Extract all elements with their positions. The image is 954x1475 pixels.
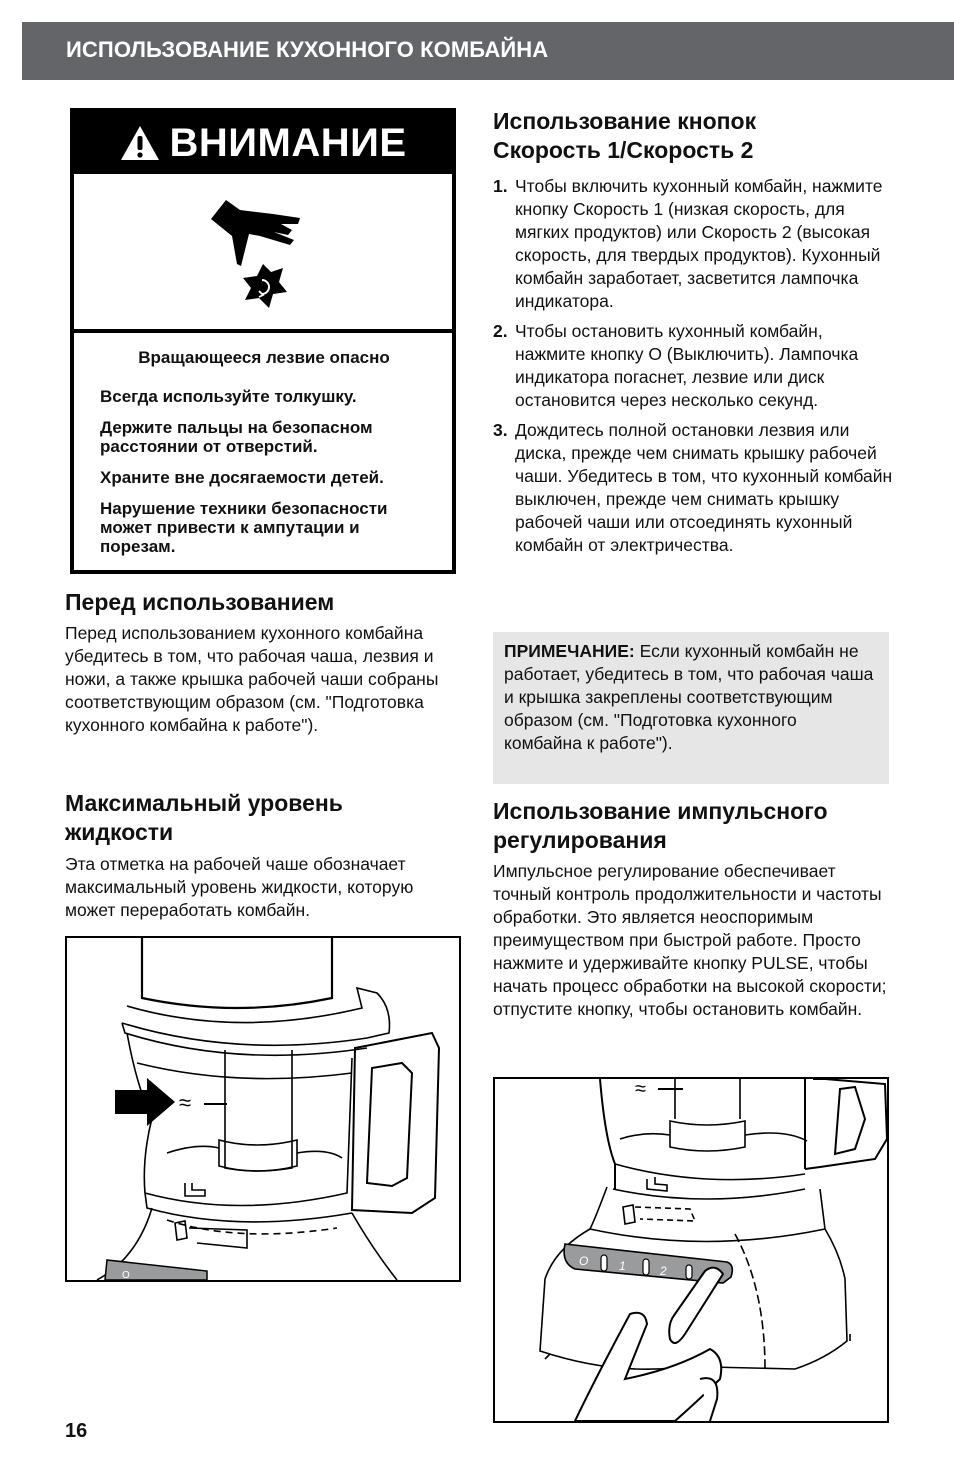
max-liquid-text: Эта отметка на рабочей чаше обозначает максимальный уровень жидкости, которую может переработать комбайн. <box>65 854 414 920</box>
step-text: Чтобы остановить кухонный комбайн, нажмите кнопку O (Выключить). Лампочка индикатора погаснет, лезвие или диск остановится через несколько секунд. <box>515 321 859 410</box>
warning-item: Нарушение техники безопасности может привести к ампутации и порезам. <box>100 499 388 556</box>
food-processor-pulse-drawing <box>495 1079 887 1421</box>
button-off-label: O <box>579 1254 589 1268</box>
note-label: ПРИМЕЧАНИЕ: <box>504 641 635 661</box>
arrow-right-icon <box>115 1078 175 1126</box>
warning-pictogram <box>74 174 452 330</box>
warning-box <box>70 108 456 574</box>
warning-title: ВНИМАНИЕ <box>169 120 407 165</box>
before-use-heading: Перед использованием <box>65 589 335 615</box>
warning-item: Всегда используйте толкушку. <box>100 387 357 406</box>
warning-item: Храните вне досягаемости детей. <box>100 468 384 487</box>
step-number: 2. <box>493 321 508 341</box>
step-text: Дождитесь полной остановки лезвия или диска, прежде чем снимать крышку рабочей чаши. Убедитесь в том, что кухонный комбайн выключен, прежде чем снимать крышку рабочей чаши или отсоединять кухонный комбайн от электричества. <box>515 420 893 555</box>
step-number: 1. <box>493 176 508 196</box>
step-number: 3. <box>493 420 508 440</box>
step-item <box>493 419 893 557</box>
pulse-text: Импульсное регулирование обеспечивает точный контроль продолжительности и частоты обработки. Это является неоспоримым преимуществом при быстрой работе. Просто нажмите и удерживайте кнопку PULSE, чтобы начать процесс обработки на высокой скорости; отпустите кнопку, чтобы остановить комбайн. <box>493 861 887 1019</box>
max-liquid-heading: Максимальный уровень жидкости <box>65 790 343 845</box>
svg-text:≈: ≈ <box>635 1079 646 1100</box>
warning-text <box>100 348 440 568</box>
warning-divider <box>74 329 452 333</box>
step-text: Чтобы включить кухонный комбайн, нажмите кнопку Скорость 1 (низкая скорость, для мягких продуктов) или Скорость 2 (высокая скорость, для твердых продуктов). Кухонный комбайн заработает, засветится лампочка индикатора. <box>515 176 883 311</box>
step-item <box>493 320 893 412</box>
warning-triangle-icon <box>119 124 161 162</box>
max-liquid-illustration <box>65 936 461 1282</box>
note-text: Если кухонный комбайн не работает, убедитесь в том, что рабочая чаша и крышка закреплены соответствующим образом (см. "Подготовка кухонного комбайна к работе"). <box>504 641 874 753</box>
button-speed1-label: 1 <box>619 1259 626 1273</box>
before-use-text: Перед использованием кухонного комбайна убедитесь в том, что рабочая чаша, лезвия и ножи, а также крышка рабочей чаши собраны соответствующим образом (см. "Подготовка кухонного комбайна к работе"). <box>65 623 439 735</box>
note-box <box>493 632 889 784</box>
section-header-bar <box>22 22 954 80</box>
warning-hazard: Вращающееся лезвие опасно <box>138 348 390 367</box>
max-fill-marker: ≈ <box>179 1090 192 1115</box>
pulse-heading: Использование импульсного регулирования <box>493 798 828 853</box>
pulse-illustration <box>493 1077 889 1423</box>
page-number: 16 <box>65 1420 88 1442</box>
warning-header <box>74 112 452 174</box>
button-speed2-label: 2 <box>660 1264 667 1278</box>
svg-text:O: O <box>122 1270 130 1280</box>
hand-near-rotating-blade-icon <box>74 174 452 330</box>
warning-item: Держите пальцы на безопасном расстоянии от отверстий. <box>100 418 373 456</box>
speed-steps-list <box>493 175 893 564</box>
food-processor-bowl-drawing <box>67 938 459 1280</box>
speed-buttons-heading: Использование кнопок Скорость 1/Скорость 2 <box>493 108 757 163</box>
step-item <box>493 175 893 313</box>
section-title: ИСПОЛЬЗОВАНИЕ КУХОННОГО КОМБАЙНА <box>66 37 549 62</box>
